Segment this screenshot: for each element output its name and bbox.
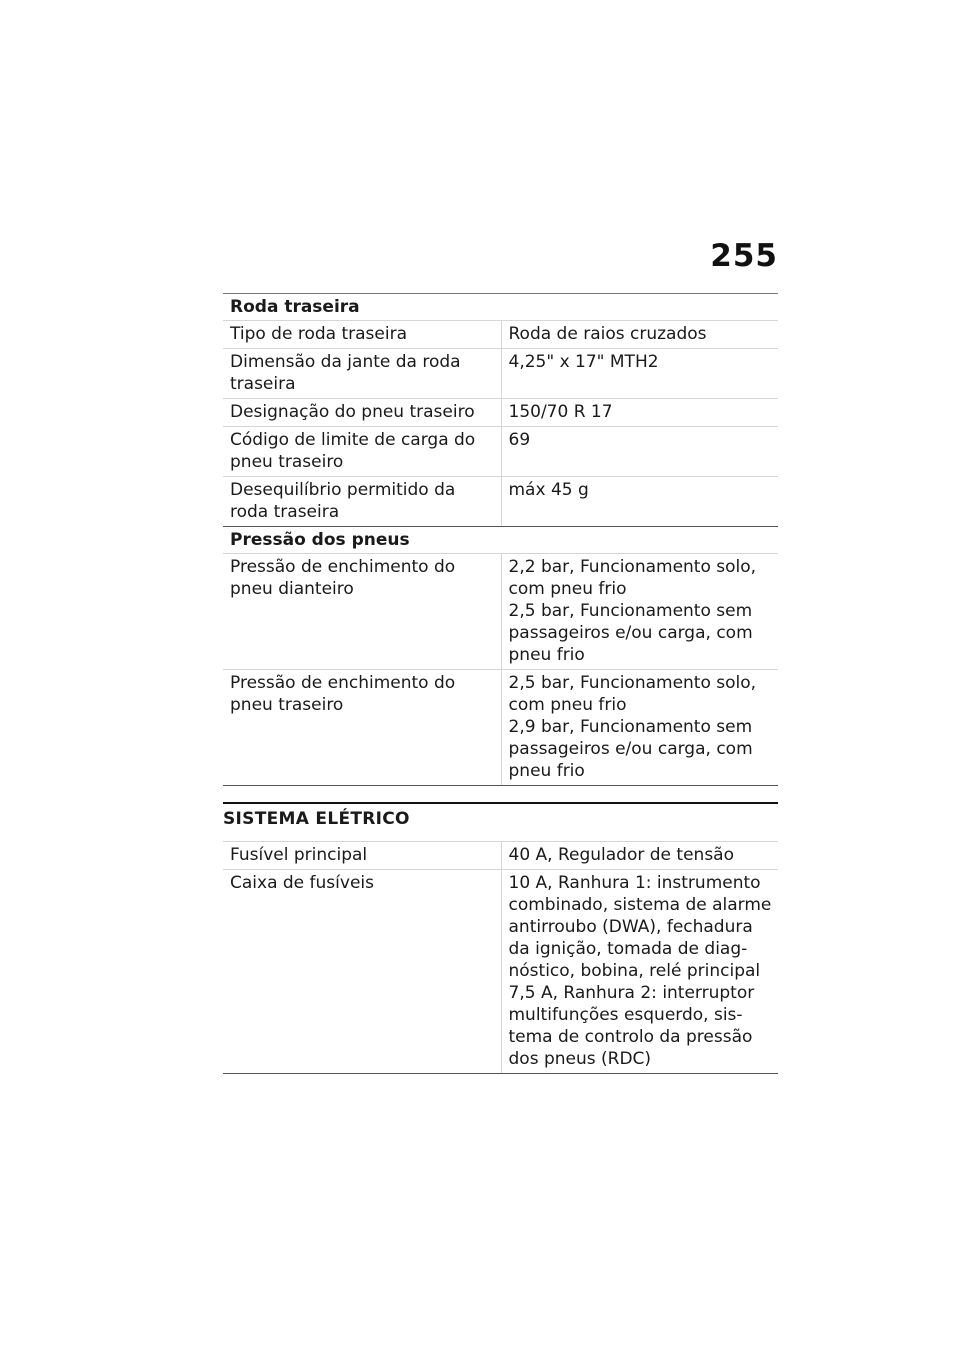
value-line: 7,5 A, Ranhura 2: interruptor multifunções esquerdo, sis-tema de controlo da pressão dos pneus (RDC): [508, 983, 755, 1069]
row-value: [501, 399, 778, 427]
row-label: Pressão de enchimento do pneu dianteiro: [223, 554, 501, 670]
value-line: 2,2 bar, Funcionamento solo, com pneu frio: [508, 557, 757, 599]
electrical-table: [223, 841, 778, 1074]
heading-text: Pressão dos pneus: [223, 527, 778, 554]
row-label: Desequilíbrio permitido da roda traseira: [223, 477, 501, 527]
table-row: [223, 321, 778, 349]
value-line: 40 A, Regulador de tensão: [508, 845, 734, 865]
section-title-electrical: SISTEMA ELÉTRICO: [223, 802, 778, 837]
row-value: [501, 349, 778, 399]
row-value: [501, 670, 778, 786]
page-number: 255: [710, 238, 778, 274]
table-row: [223, 427, 778, 477]
value-line: máx 45 g: [508, 480, 589, 500]
value-line: 2,5 bar, Funcionamento sem passageiros e/ou carga, com pneu frio: [508, 601, 753, 665]
row-value: [501, 842, 778, 870]
row-value: [501, 477, 778, 527]
table-row: [223, 870, 778, 1074]
value-line: 10 A, Ranhura 1: instrumento combinado, sistema de alarme antirroubo (DWA), fechadura da ignição, tomada de diag-nóstico, bobina, relé principal: [508, 873, 772, 981]
table-row: [223, 554, 778, 670]
section-heading-rear-wheel: [223, 294, 778, 321]
table-row: [223, 399, 778, 427]
section-heading-tire-pressure: [223, 527, 778, 554]
value-line: 2,9 bar, Funcionamento sem passageiros e/ou carga, com pneu frio: [508, 717, 753, 781]
row-label: Pressão de enchimento do pneu traseiro: [223, 670, 501, 786]
heading-text: Roda traseira: [223, 294, 778, 321]
table-row: [223, 842, 778, 870]
table-row: [223, 349, 778, 399]
wheel-tire-table: [223, 293, 778, 786]
spec-content: [223, 293, 778, 1074]
row-label: Tipo de roda traseira: [223, 321, 501, 349]
row-label: Dimensão da jante da roda traseira: [223, 349, 501, 399]
value-line: 69: [508, 430, 531, 450]
row-value: [501, 870, 778, 1074]
row-value: [501, 321, 778, 349]
row-label: Fusível principal: [223, 842, 501, 870]
value-line: 2,5 bar, Funcionamento solo, com pneu frio: [508, 673, 757, 715]
row-value: [501, 427, 778, 477]
row-label: Designação do pneu traseiro: [223, 399, 501, 427]
row-value: [501, 554, 778, 670]
row-label: Caixa de fusíveis: [223, 870, 501, 1074]
value-line: 4,25" x 17" MTH2: [508, 352, 659, 372]
value-line: Roda de raios cruzados: [508, 324, 707, 344]
value-line: 150/70 R 17: [508, 402, 613, 422]
table-row: [223, 670, 778, 786]
table-row: [223, 477, 778, 527]
row-label: Código de limite de carga do pneu traseiro: [223, 427, 501, 477]
